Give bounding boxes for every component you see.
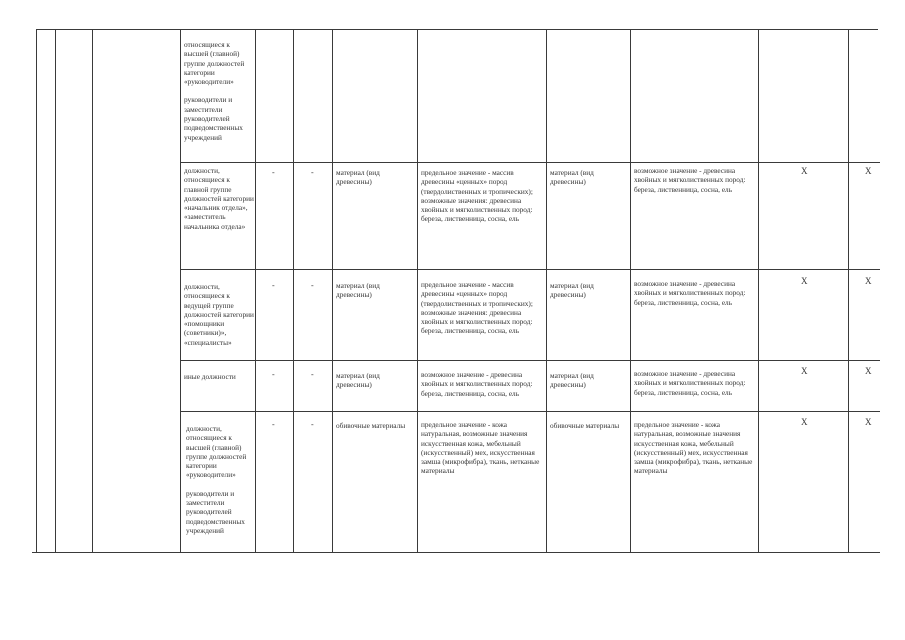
dash-value: - xyxy=(272,281,275,290)
position-text: должности, относящиеся к высшей (главной) группе должностей категории «руководители» xyxy=(186,424,247,480)
value-cell: предельное значение - массив древесины «ценных» пород (твердолиственных и тропических); возможные значения: древесина хвойных и мягколиственных пород: береза, лиственница, сосна, ель xyxy=(421,280,533,336)
dash-value: - xyxy=(311,168,314,177)
column-divider xyxy=(293,29,294,553)
characteristic-cell: обивочные материалы xyxy=(336,421,406,430)
value-cell: возможное значение - древесина хвойных и мягколиственных пород: береза, лиственница, сосна, ель xyxy=(634,369,746,397)
characteristic-cell: материал (вид древесины) xyxy=(336,168,380,187)
value-cell: возможное значение - древесина хвойных и мягколиственных пород: береза, лиственница, сосна, ель xyxy=(634,166,746,194)
table-top-border xyxy=(36,29,878,30)
position-text: иные должности xyxy=(184,372,236,381)
characteristic-cell: материал (вид древесины) xyxy=(336,371,380,390)
dash-value: - xyxy=(311,420,314,429)
position-extra-text: руководители и заместители руководителей подведомственных учреждений xyxy=(186,488,245,535)
characteristic-cell: материал (вид древесины) xyxy=(336,281,380,300)
characteristic-cell: материал (вид древесины) xyxy=(550,281,594,300)
value-cell: предельное значение - массив древесины «ценных» пород (твердолиственных и тропических); возможные значения: древесина хвойных и мягколиственных пород: береза, лиственница, сосна, ель xyxy=(421,168,533,224)
column-divider xyxy=(848,29,849,553)
position-cell xyxy=(186,424,256,544)
value-cell: возможное значение - древесина хвойных и мягколиственных пород: береза, лиственница, сосна, ель xyxy=(634,279,746,307)
dash-value: - xyxy=(311,281,314,290)
characteristic-cell: материал (вид древесины) xyxy=(550,371,594,390)
position-text: должности, относящиеся к главной группе должностей категории «начальник отдела», «заместитель начальника отдела» xyxy=(184,166,254,231)
row-divider xyxy=(180,269,880,270)
characteristic-cell: обивочные материалы xyxy=(550,421,620,430)
value-cell: предельное значение - кожа натуральная, возможные значения искусственная кожа, мебельный (искусственный) мех, искусственная замша (микрофибра), ткань, нетканые материалы xyxy=(421,420,540,476)
x-mark: X xyxy=(801,366,808,376)
row-divider xyxy=(180,360,880,361)
position-cell xyxy=(184,282,254,356)
column-divider xyxy=(332,29,333,553)
dash-value: - xyxy=(272,168,275,177)
dash-value: - xyxy=(311,370,314,379)
table-bottom-border xyxy=(32,552,880,553)
x-mark: X xyxy=(865,366,872,376)
x-mark: X xyxy=(801,417,808,427)
column-divider xyxy=(36,29,37,553)
column-divider xyxy=(92,29,93,553)
column-divider xyxy=(55,29,56,553)
value-cell: возможное значение - древесина хвойных и мягколиственных пород: береза, лиственница, сосна, ель xyxy=(421,370,533,398)
x-mark: X xyxy=(865,276,872,286)
position-cell xyxy=(184,40,254,151)
dash-value: - xyxy=(272,420,275,429)
column-divider xyxy=(758,29,759,553)
x-mark: X xyxy=(801,276,808,286)
x-mark: X xyxy=(865,417,872,427)
column-divider xyxy=(180,29,181,553)
position-cell xyxy=(184,372,254,390)
position-extra-text: руководители и заместители руководителей подведомственных учреждений xyxy=(184,95,243,142)
row-divider xyxy=(180,162,880,163)
row-divider xyxy=(180,411,880,412)
position-cell xyxy=(184,166,254,240)
x-mark: X xyxy=(801,166,808,176)
column-divider xyxy=(630,29,631,553)
column-divider xyxy=(546,29,547,553)
dash-value: - xyxy=(272,370,275,379)
position-text: относящиеся к высшей (главной) группе должностей категории «руководители» xyxy=(184,40,245,87)
value-cell: предельное значение - кожа натуральная, возможные значения искусственная кожа, мебельный (искусственный) мех, искусственная замша (микрофибра), ткань, нетканые материалы xyxy=(634,420,753,476)
position-text: должности, относящиеся к ведущей группе должностей категории «помощники (советники)», «специалисты» xyxy=(184,282,254,347)
characteristic-cell: материал (вид древесины) xyxy=(550,168,594,187)
column-divider xyxy=(417,29,418,553)
x-mark: X xyxy=(865,166,872,176)
